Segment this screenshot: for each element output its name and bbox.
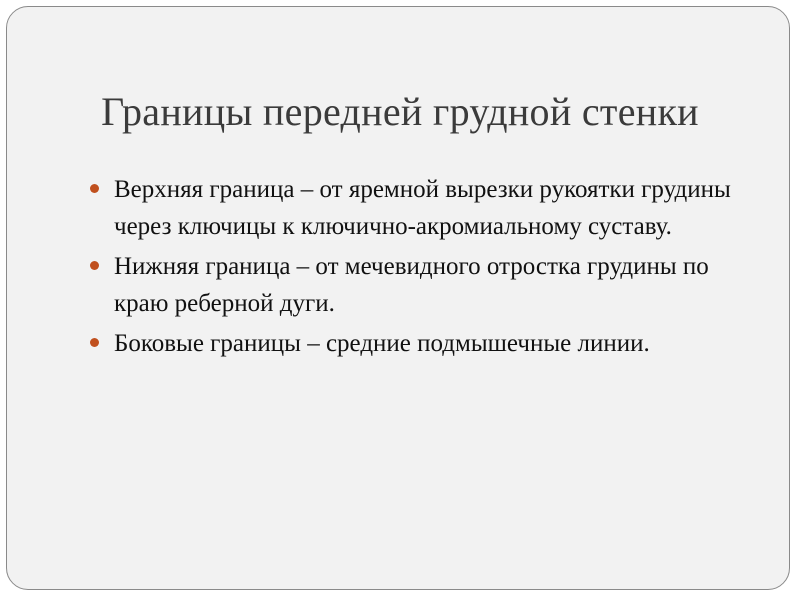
bullet-text: Верхняя граница – от яремной вырезки рукоятки грудины через ключицы к ключично-акромиальному суставу. — [114, 176, 731, 240]
bullet-item — [84, 248, 744, 322]
bullet-text: Боковые границы – средние подмышечные линии. — [114, 330, 650, 357]
bullet-item — [84, 325, 744, 362]
slide-title: Границы передней грудной стенки — [101, 89, 699, 134]
bullet-text: Нижняя граница – от мечевидного отростка грудины по краю реберной дуги. — [114, 253, 709, 317]
bullet-dot-icon — [90, 338, 99, 347]
bullet-dot-icon — [90, 261, 99, 270]
bullet-dot-icon — [90, 184, 99, 193]
bullet-list — [84, 171, 744, 365]
bullet-item — [84, 171, 744, 245]
